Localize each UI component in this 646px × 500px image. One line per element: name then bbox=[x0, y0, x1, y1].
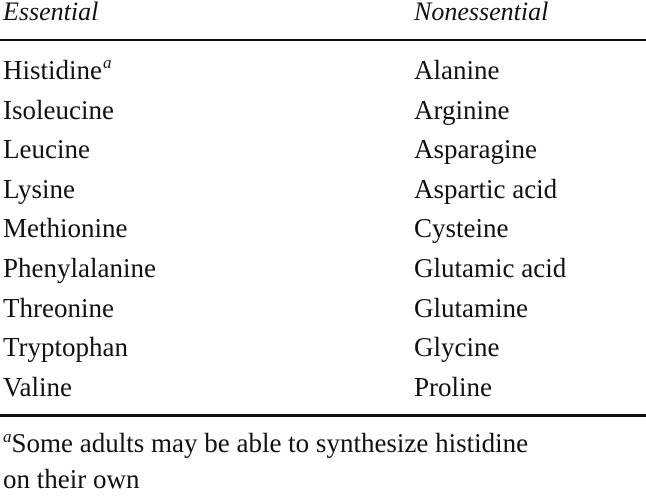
table-row bbox=[0, 170, 646, 210]
table-row bbox=[0, 368, 646, 408]
nonessential-cell: Arginine bbox=[414, 94, 510, 125]
nonessential-cell: Glycine bbox=[414, 332, 500, 363]
nonessential-cell: Aspartic acid bbox=[414, 173, 558, 204]
essential-cell: Lysine bbox=[3, 173, 75, 204]
footnote-line-2: on their own bbox=[3, 464, 140, 494]
table-row bbox=[0, 51, 646, 91]
essential-cell: Tryptophan bbox=[3, 332, 129, 363]
nonessential-cell: Glutamic acid bbox=[414, 252, 567, 283]
essential-cell: Methionine bbox=[3, 213, 128, 244]
table-row bbox=[0, 249, 646, 289]
nonessential-cell: Asparagine bbox=[414, 134, 537, 165]
table-body bbox=[0, 51, 646, 407]
footnote-mark: a bbox=[3, 427, 12, 446]
table-row bbox=[0, 209, 646, 249]
footnote-marker: a bbox=[103, 53, 112, 72]
essential-cell: Isoleucine bbox=[3, 94, 114, 125]
header-nonessential: Nonessential bbox=[414, 0, 549, 26]
table-row bbox=[0, 328, 646, 368]
nonessential-cell: Alanine bbox=[414, 55, 500, 85]
essential-name: Histidine bbox=[3, 55, 102, 85]
table-row bbox=[0, 91, 646, 131]
essential-cell: Leucine bbox=[3, 134, 90, 165]
header-essential: Essential bbox=[3, 0, 99, 26]
nonessential-cell: Proline bbox=[414, 371, 492, 402]
nonessential-cell: Glutamine bbox=[414, 292, 528, 323]
essential-cell: Valine bbox=[3, 371, 72, 402]
essential-cell: Threonine bbox=[3, 292, 114, 323]
table-footnote bbox=[3, 427, 646, 496]
footnote-line-1: Some adults may be able to synthesize histidine bbox=[11, 428, 529, 458]
table-bottom-rule bbox=[0, 414, 646, 417]
table-row bbox=[0, 289, 646, 329]
table-header-row bbox=[0, 0, 646, 40]
nonessential-cell: Cysteine bbox=[414, 213, 509, 244]
essential-cell bbox=[3, 51, 112, 90]
essential-cell: Phenylalanine bbox=[3, 252, 156, 283]
table-row bbox=[0, 130, 646, 170]
header-rule bbox=[0, 39, 646, 41]
